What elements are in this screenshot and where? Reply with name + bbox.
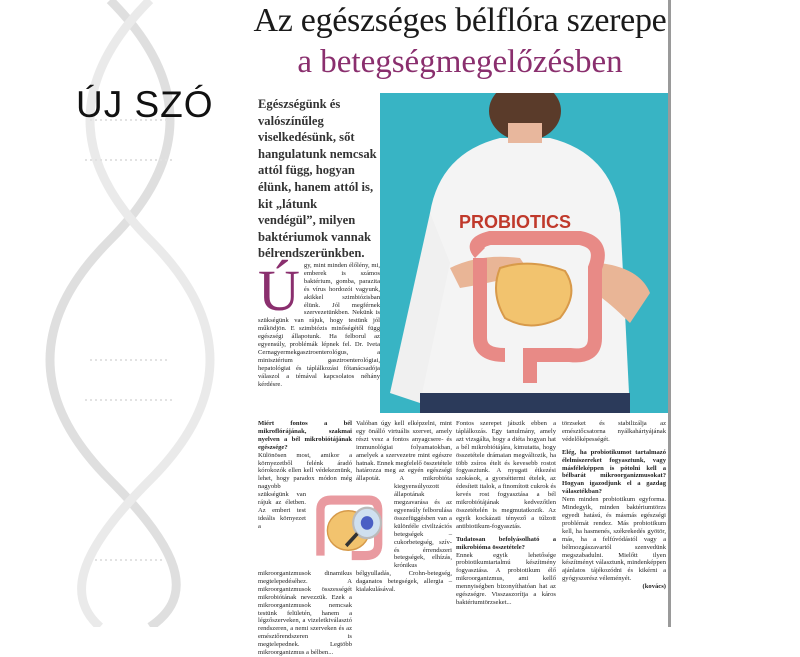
column-text: törzseket és stabilizálja az emésztőcsatorna nyálkahártyájának védelőképességét. bbox=[562, 420, 666, 443]
column-text: Nem minden probiotikum egyforma. Mindegyik, minden baktériumtörzs egyedi hatású, és másmás egészségi problémát rendez. Más probiotikum kell, ha hasmenés, székrekedés gyötör, más, ha a felfúvódástól vagy a bélmozgászavartól szenvedünk megszabadulni. Mielőtt ilyen készítményt választunk, mindenképpen ajánlatos tájékozódni és kikérni a gyógyszerész véleményét. bbox=[562, 496, 666, 583]
newspaper-logo: ÚJ SZÓ bbox=[76, 84, 214, 125]
article-lead: Egészségünk és valószínűleg viselkedésünk, sőt hangulatunk nemcsak attól függ, hogyan élünk, hanem attól is, kit „látunk vendégül”, milyen baktériumok vannak bélrendszerünkben. bbox=[258, 97, 377, 261]
article-title: Az egészséges bélflóra szerepe bbox=[253, 2, 667, 39]
column-text: Ennek egyik lehetősége probiotikumtartalmú készítmény fogyasztása. A probiotikum élő mikroorganizmus, ami kellő mennyiségben bizonyíthatóan hat az egészségre. Visszaszorítja a káros baktériumtörzseket... bbox=[456, 551, 556, 606]
article-column-4 bbox=[562, 420, 666, 591]
article-subtitle: a betegségmegelőzésben bbox=[297, 44, 623, 80]
column-text: Különösen most, amikor a környezetből felénk áradó kórokozók ellen kell védekeznünk, lehet, hogy paradox módon még nagyobb szükségünk van rájuk az életben. Az emberi test ideális környezet a mikroorganizmusok dinamikus megtelepedéséhez. A mikroorganizmusok összességét mikrobiótának nevezzük. Ezek a mikroorganizmusok nemcsak testünk felületén, hanem a légzőszerveken, a vizeletkiválasztó rendszeren, a nemi szerveken és az emésztőrendszeren is megtelepednek. Legtöbb mikroorganizmus a bélben... bbox=[258, 451, 352, 657]
intro-text: gy, mint minden élőlény, mi, emberek is számos baktérium, gomba, parazita és vírus hordozói vagyunk, akikkel szimbiózisban élünk. Jól megférnek szervezetünkben. Nekünk is szükségünk van rájuk, hogy testünk jól működjön. E szimbiózis minőségétől függ egészségi állapotunk. Ha felborul az egyensúly, problémák lépnek fel. Dr. Iveta Cernagyermekgasztroenterológus, a minisztérium gasztroenterológiai, hepatológiai és táplálkozási főtanácsadója válaszol a témával kapcsolatos néhány kérdésre. bbox=[258, 262, 380, 388]
shirt-text: PROBIOTICS bbox=[458, 212, 572, 232]
intestine-illustration bbox=[310, 491, 390, 567]
woman-probiotics-illustration bbox=[380, 93, 668, 413]
article-intro bbox=[258, 258, 380, 389]
author-signature: (kovács) bbox=[642, 583, 666, 591]
probiotics-photo bbox=[380, 93, 668, 413]
column-text: Valóban úgy kell elképzelni, mint egy önálló virtuális szervet, amely részt vesz a fontos anyagcsere- és immunológiai folyamatokban, amelyek a szervezetre mint egészre hatnak. Ennek megfelelő összetétele határozza meg az egyén egészségi állapotát. A mikrobióta kiegyensúlyozott állapotának megzavarása és az egyensúly felborulása összefüggésben van a különféle civilizációs betegségek – cukorbetegség, szív- és érrendszeri betegségek, elhízás, krónikus bélgyulladás, Crohn-betegség, daganatos betegségek, allergia – kialakulásával. bbox=[356, 420, 452, 594]
newspaper-page bbox=[250, 0, 670, 657]
column-text: Fontos szerepet játszik ebben a táplálkozás. Egy tanulmány, amely azt vizsgálta, hogy a diéta hogyan hat a bél mikrobiótájára, kimutatta, hogy összetétele drámaian megváltozik, ha több zsíros ételt és kevesebb rostot fogyasztunk. A nyugati étkezési szokások, a gyorséttermi ételek, az édesített italok, a finomított cukrok és kevés rost fogyasztása a bél mikrobiótájának kedvezőtlen összetételén is megmutatkozik. Az egyik kockázati tényező a túlzott antibiotikum-fogyasztás. bbox=[456, 420, 556, 530]
article-column-3 bbox=[456, 420, 556, 607]
column-heading: Tudatosan befolyásolható a mikrobióma összetétele? bbox=[456, 535, 556, 551]
column-heading: Elég, ha probiotikumot tartalmazó élelmiszereket fogyasztunk, vagy másféleképpen is pótolni kell a bélbarát mikroorganizmusokat? Hogyan igazodjunk el a gazdag választékban? bbox=[562, 448, 666, 496]
drop-cap: Ú bbox=[258, 258, 300, 323]
page-edge bbox=[668, 0, 671, 627]
column-heading: Miért fontos a bél mikroflórájának, szakmai nyelven a bél mikrobiótájának egészsége? bbox=[258, 420, 352, 451]
